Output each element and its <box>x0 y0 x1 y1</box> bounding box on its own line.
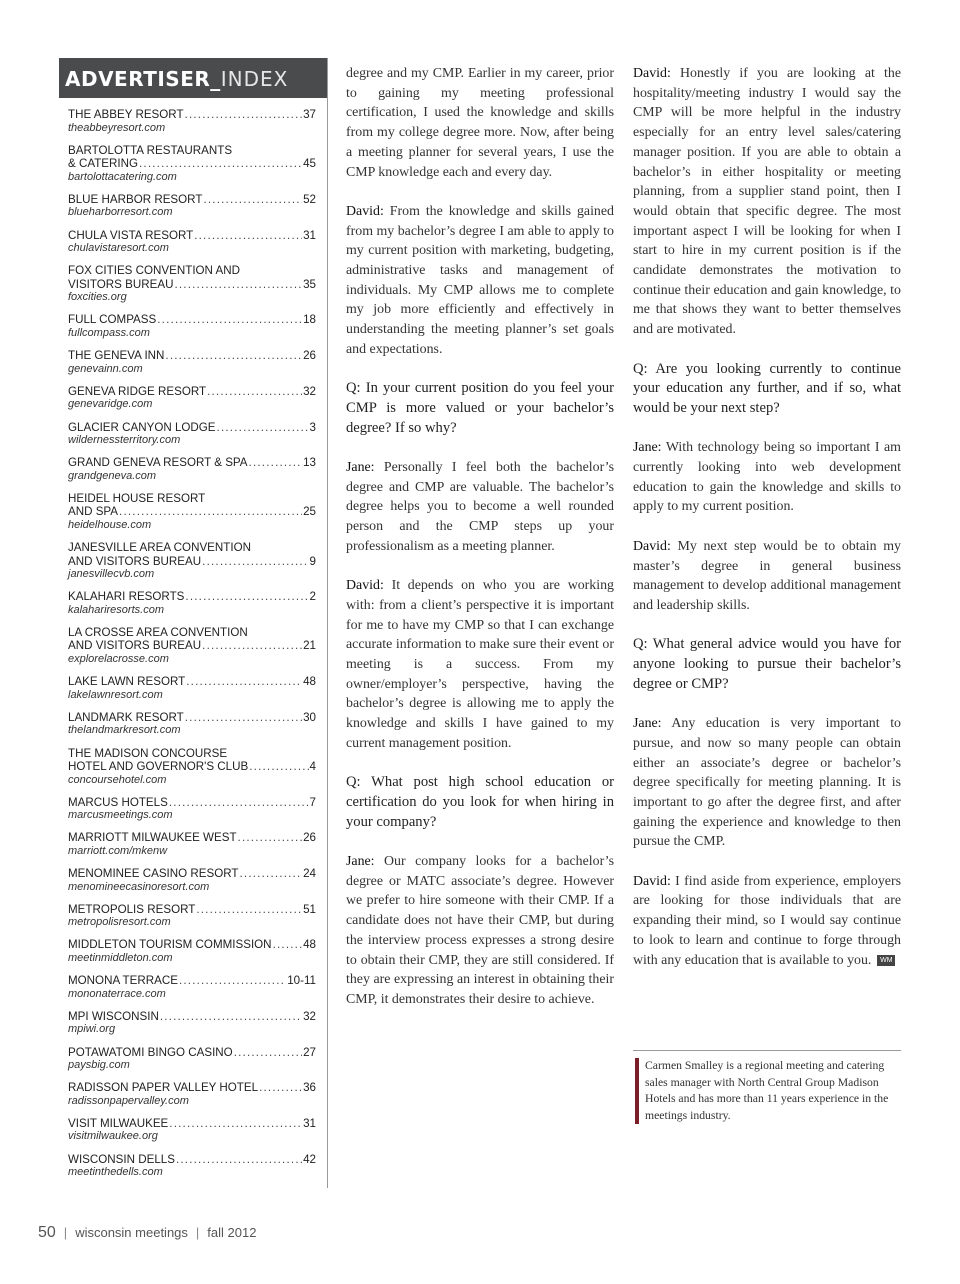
advertiser-name: VISIT MILWAUKEE <box>68 1116 169 1130</box>
advertiser-url: janesvillecvb.com <box>68 568 155 581</box>
dot-leader <box>139 157 302 171</box>
advertiser-page: 25 <box>303 505 316 519</box>
advertiser-entry <box>68 626 327 665</box>
paragraph-text: From the knowledge and skills gained from my bachelor’s degree I am able to apply to my current position with marketing, budgeting, administrative tasks and management of individuals. My CMP allows me to complete my job more efficiently and effectively in understanding the meeting planner’s set goals and expectations. <box>346 203 614 357</box>
advertiser-entry <box>68 313 327 339</box>
advertiser-entry <box>68 796 327 822</box>
advertiser-entry <box>68 385 327 411</box>
author-bio <box>633 1050 901 1124</box>
advertiser-url: explorelacrosse.com <box>68 652 169 665</box>
interview-question <box>346 773 614 832</box>
advertiser-url: visitmilwaukee.org <box>68 1130 158 1143</box>
advertiser-page: 30 <box>303 710 316 724</box>
advertiser-entry <box>68 590 327 616</box>
advertiser-entry <box>68 675 327 701</box>
advertiser-name: THE GENEVA INN <box>68 349 165 363</box>
dot-leader <box>157 313 302 327</box>
dot-leader <box>174 278 302 292</box>
magazine-name: wisconsin meetings <box>75 1225 188 1240</box>
advertiser-name: VISITORS BUREAU <box>68 277 174 291</box>
advertiser-page: 32 <box>303 384 316 398</box>
advertiser-name: MONONA TERRACE <box>68 974 178 988</box>
advertiser-name: LANDMARK RESORT <box>68 710 184 724</box>
speaker-name: David: <box>346 578 384 594</box>
interview-answer <box>346 576 614 753</box>
advertiser-page: 26 <box>303 831 316 845</box>
advertiser-page: 2 <box>309 590 316 604</box>
advertiser-page: 31 <box>303 228 316 242</box>
interview-answer <box>346 64 614 182</box>
advertiser-name: WISCONSIN DELLS <box>68 1152 175 1166</box>
advertiser-url: genevaridge.com <box>68 398 153 411</box>
speaker-name: Jane: <box>633 440 662 456</box>
advertiser-url: theabbeyresort.com <box>68 121 166 134</box>
advertiser-entry <box>68 421 327 447</box>
column-divider <box>327 58 328 1188</box>
author-bio-text: Carmen Smalley is a regional meeting and catering sales manager with North Central Group Madison Hotels and has more than 11 years experience in the meetings industry. <box>645 1059 889 1122</box>
advertiser-url: blueharborresort.com <box>68 206 173 219</box>
advertiser-name-line: FOX CITIES CONVENTION AND <box>68 264 240 278</box>
dot-leader <box>217 421 309 435</box>
paragraph-text: Q: What post high school education or certification do you look for when hiring in your company? <box>346 774 614 830</box>
advertiser-url: chulavistaresort.com <box>68 242 169 255</box>
advertiser-entry <box>68 711 327 737</box>
speaker-name: Jane: <box>346 460 375 476</box>
advertiser-name: CHULA VISTA RESORT <box>68 228 194 242</box>
advertiser-url: radissonpapervalley.com <box>68 1094 189 1107</box>
advertiser-entry <box>68 1117 327 1143</box>
advertiser-name-line: JANESVILLE AREA CONVENTION <box>68 541 251 555</box>
speaker-name: David: <box>633 66 671 81</box>
advertiser-url: foxcities.org <box>68 291 127 304</box>
dot-leader <box>169 796 309 810</box>
advertiser-page: 13 <box>303 456 316 470</box>
advertiser-page: 37 <box>303 108 316 121</box>
article-column-2 <box>633 64 901 990</box>
paragraph-text: I find aside from experience, employers are looking for those individuals that are expanding their mind, so I would say continue to look to learn and continue to forge through with any education that is available to you. <box>633 873 901 968</box>
dot-leader <box>185 590 308 604</box>
advertiser-url: concoursehotel.com <box>68 773 167 786</box>
advertiser-name: MIDDLETON TOURISM COMMISSION <box>68 938 272 952</box>
interview-question <box>633 635 901 694</box>
dot-leader <box>169 1117 302 1131</box>
advertiser-page: 35 <box>303 277 316 291</box>
advertiser-page: 9 <box>309 554 316 568</box>
advertiser-url: metropolisresort.com <box>68 916 171 929</box>
advertiser-page: 51 <box>303 902 316 916</box>
page-number: 50 <box>38 1224 56 1241</box>
dot-leader <box>238 831 303 845</box>
paragraph-text: It depends on who you are working with: from a client’s perspective it is important for me to have my CMP so that I can exchange accurate information to make sure their event or meeting is a success. From my owner/employer’s perspective, having the bachelor’s degree is allowing me to apply the knowledge and skills I have gained to my current management position. <box>346 578 614 751</box>
speaker-name: David: <box>633 873 671 889</box>
issue-date: fall 2012 <box>207 1225 257 1240</box>
advertiser-url: mononaterrace.com <box>68 987 166 1000</box>
advertiser-name: MARRIOTT MILWAUKEE WEST <box>68 831 237 845</box>
dot-leader <box>249 456 303 470</box>
advertiser-entry <box>68 831 327 857</box>
advertiser-name: MENOMINEE CASINO RESORT <box>68 867 239 881</box>
speaker-name: David: <box>346 203 384 219</box>
article-column-1 <box>346 64 614 1029</box>
dot-leader <box>176 1153 302 1167</box>
advertiser-url: meetinthedells.com <box>68 1166 163 1179</box>
advertiser-name: POTAWATOMI BINGO CASINO <box>68 1045 233 1059</box>
interview-answer <box>633 714 901 852</box>
advertiser-page: 18 <box>303 313 316 327</box>
advertiser-name: BLUE HARBOR RESORT <box>68 192 203 206</box>
interview-answer <box>346 458 614 557</box>
advertiser-url: paysbig.com <box>68 1059 130 1071</box>
advertiser-page: 36 <box>303 1081 316 1095</box>
advertiser-name-line: THE MADISON CONCOURSE <box>68 746 228 760</box>
dot-leader <box>207 385 302 399</box>
advertiser-entry <box>68 144 327 183</box>
paragraph-text: Q: Are you looking currently to continue your education any further, and if so, what would be your next step? <box>633 360 901 416</box>
advertiser-name: GLACIER CANYON LODGE <box>68 420 216 434</box>
dot-leader <box>185 711 302 725</box>
advertiser-entry <box>68 108 327 134</box>
advertiser-index-header: ADVERTISER_INDEX <box>59 58 327 98</box>
advertiser-url: grandgeneva.com <box>68 469 157 482</box>
advertiser-index <box>59 58 327 1188</box>
advertiser-name: GENEVA RIDGE RESORT <box>68 384 207 398</box>
dot-leader <box>165 349 302 363</box>
dot-leader <box>273 938 303 952</box>
advertiser-entry <box>68 264 327 303</box>
advertiser-url: kalahariresorts.com <box>68 603 164 616</box>
advertiser-entry <box>68 1153 327 1179</box>
advertiser-page: 27 <box>303 1045 316 1059</box>
advertiser-url: heidelhouse.com <box>68 518 152 531</box>
advertiser-name: RADISSON PAPER VALLEY HOTEL <box>68 1081 259 1095</box>
dot-leader <box>196 903 302 917</box>
advertiser-page: 24 <box>303 867 316 881</box>
advertiser-page: 48 <box>303 675 316 689</box>
advertiser-url: thelandmarkresort.com <box>68 724 181 737</box>
dot-leader <box>203 193 302 207</box>
dot-leader <box>119 505 302 519</box>
paragraph-text: My next step would be to obtain my master’s degree in general business management to develop additional management and leadership skills. <box>633 538 901 613</box>
advertiser-page: 45 <box>303 157 316 171</box>
advertiser-page: 10-11 <box>287 974 316 988</box>
advertiser-url: wildernessterritory.com <box>68 434 181 446</box>
interview-question <box>346 379 614 438</box>
advertiser-url: marcusmeetings.com <box>68 809 173 822</box>
advertiser-url: fullcompass.com <box>68 326 150 339</box>
advertiser-name: HOTEL AND GOVERNOR'S CLUB <box>68 760 249 773</box>
advertiser-index-title-light: INDEX <box>220 67 289 91</box>
dot-leader <box>240 867 303 881</box>
speaker-name: Jane: <box>633 716 662 732</box>
paragraph-text: degree and my CMP. Earlier in my career, prior to gaining my meeting professional certification, I used the knowledge and skills from my college degree more. Now, after being a meeting planner for several years, I use the CMP knowledge each and every day. <box>346 66 614 180</box>
advertiser-page: 26 <box>303 349 316 363</box>
advertiser-url: genevainn.com <box>68 362 143 375</box>
interview-answer <box>346 852 614 1010</box>
advertiser-name: AND SPA <box>68 505 119 519</box>
advertiser-list <box>59 98 327 1178</box>
end-mark-icon: WM <box>877 955 895 966</box>
advertiser-url: meetinmiddleton.com <box>68 951 173 964</box>
paragraph-text: Any education is very important to pursue, and now so many people can obtain either an associate’s degree or bachelor’s degree specifically for meeting planning. It is important to go after the degree first, and after gaining the experience and knowledge to then pursue the CMP. <box>633 716 901 850</box>
dot-leader <box>186 675 302 689</box>
advertiser-name: LAKE LAWN RESORT <box>68 675 186 689</box>
advertiser-entry <box>68 867 327 893</box>
advertiser-page: 3 <box>309 420 316 434</box>
dot-leader <box>194 229 302 243</box>
advertiser-name: GRAND GENEVA RESORT & SPA <box>68 456 248 470</box>
interview-answer <box>346 202 614 360</box>
advertiser-index-title-bold: ADVERTISER <box>65 67 211 91</box>
advertiser-name: AND VISITORS BUREAU <box>68 639 202 653</box>
advertiser-name-line: BARTOLOTTA RESTAURANTS <box>68 143 233 157</box>
advertiser-entry <box>68 492 327 531</box>
advertiser-entry <box>68 747 327 786</box>
dot-leader <box>249 760 308 774</box>
paragraph-text: Honestly if you are looking at the hospitality/meeting industry I would say the CMP will be more helpful in the industry especially for an entry level sales/catering manager position. If you are able to obtain a bachelor’s in either hospitality or meeting planning, from a supplier stand point, then I would obtain that specific degree. The most important aspect I will be looking for when I start to hire in my current position is if the candidate demonstrates the motivation to continue their education and gain knowledge, to me that shows they want to better themselves and are motivated. <box>633 66 901 338</box>
dot-leader <box>259 1081 302 1095</box>
advertiser-page: 7 <box>309 795 316 809</box>
paragraph-text: Personally I feel both the bachelor’s degree and CMP are valuable. The bachelor’s degree helps you to become a well rounded person and the CMP steps up your professionalism as a meeting planner. <box>346 460 614 554</box>
advertiser-page: 48 <box>303 938 316 952</box>
dot-leader <box>202 639 302 653</box>
advertiser-name: FULL COMPASS <box>68 313 157 327</box>
advertiser-name-line: LA CROSSE AREA CONVENTION <box>68 625 248 639</box>
paragraph-text: With technology being so important I am currently looking into web development education to gain the knowledge and skills to apply to my current position. <box>633 440 901 515</box>
advertiser-entry <box>68 193 327 219</box>
advertiser-page: 4 <box>309 760 316 773</box>
advertiser-url: mpiwi.org <box>68 1023 116 1036</box>
advertiser-entry <box>68 1046 327 1072</box>
dot-leader <box>160 1010 302 1024</box>
advertiser-name-line: HEIDEL HOUSE RESORT <box>68 491 206 505</box>
advertiser-entry <box>68 974 327 1000</box>
paragraph-text: Q: What general advice would you have for anyone looking to pursue their bachelor’s degree or CMP? <box>633 636 901 692</box>
speaker-name: Jane: <box>346 854 375 870</box>
paragraph-text: Q: In your current position do you feel your CMP is more valued or your bachelor’s degree? If so why? <box>346 380 614 436</box>
interview-question <box>633 360 901 419</box>
advertiser-page: 31 <box>303 1116 316 1130</box>
paragraph-text: Our company looks for a bachelor’s degree or MATC associate’s degree. However we prefer to hire someone with their CMP. If a candidate does not have their CMP, but during the interview process expresses a strong desire to obtain their CMP, they are still considered. If they are expressing an interest in obtaining their CMP, it demonstrates their desire to achieve. <box>346 854 614 1007</box>
dot-leader <box>179 974 286 988</box>
dot-leader <box>202 555 308 569</box>
advertiser-entry <box>68 1081 327 1107</box>
interview-answer <box>633 64 901 340</box>
advertiser-entry <box>68 349 327 375</box>
advertiser-name: MARCUS HOTELS <box>68 795 168 809</box>
advertiser-entry <box>68 1010 327 1036</box>
advertiser-page: 52 <box>303 192 316 206</box>
interview-answer <box>633 537 901 616</box>
advertiser-url: marriott.com/mkenw <box>68 844 168 857</box>
advertiser-page: 21 <box>303 639 316 653</box>
dot-leader <box>234 1046 302 1060</box>
dot-leader <box>185 108 303 122</box>
page-footer: 50 | wisconsin meetings | fall 2012 <box>38 1224 257 1241</box>
advertiser-url: bartolottacatering.com <box>68 170 177 183</box>
advertiser-entry <box>68 229 327 255</box>
advertiser-url: lakelawnresort.com <box>68 688 163 701</box>
advertiser-url: menomineecasinoresort.com <box>68 880 210 893</box>
advertiser-name: KALAHARI RESORTS <box>68 590 185 604</box>
advertiser-entry <box>68 903 327 929</box>
advertiser-page: 42 <box>303 1152 316 1166</box>
advertiser-name: MPI WISCONSIN <box>68 1009 159 1023</box>
advertiser-name: AND VISITORS BUREAU <box>68 554 202 568</box>
interview-answer <box>633 438 901 517</box>
advertiser-name: METROPOLIS RESORT <box>68 902 196 916</box>
advertiser-name: THE ABBEY RESORT <box>68 108 184 121</box>
interview-answer <box>633 872 901 971</box>
advertiser-page: 32 <box>303 1009 316 1023</box>
advertiser-name: & CATERING <box>68 157 138 171</box>
speaker-name: David: <box>633 538 671 554</box>
advertiser-entry <box>68 456 327 482</box>
advertiser-entry <box>68 938 327 964</box>
advertiser-entry <box>68 541 327 580</box>
